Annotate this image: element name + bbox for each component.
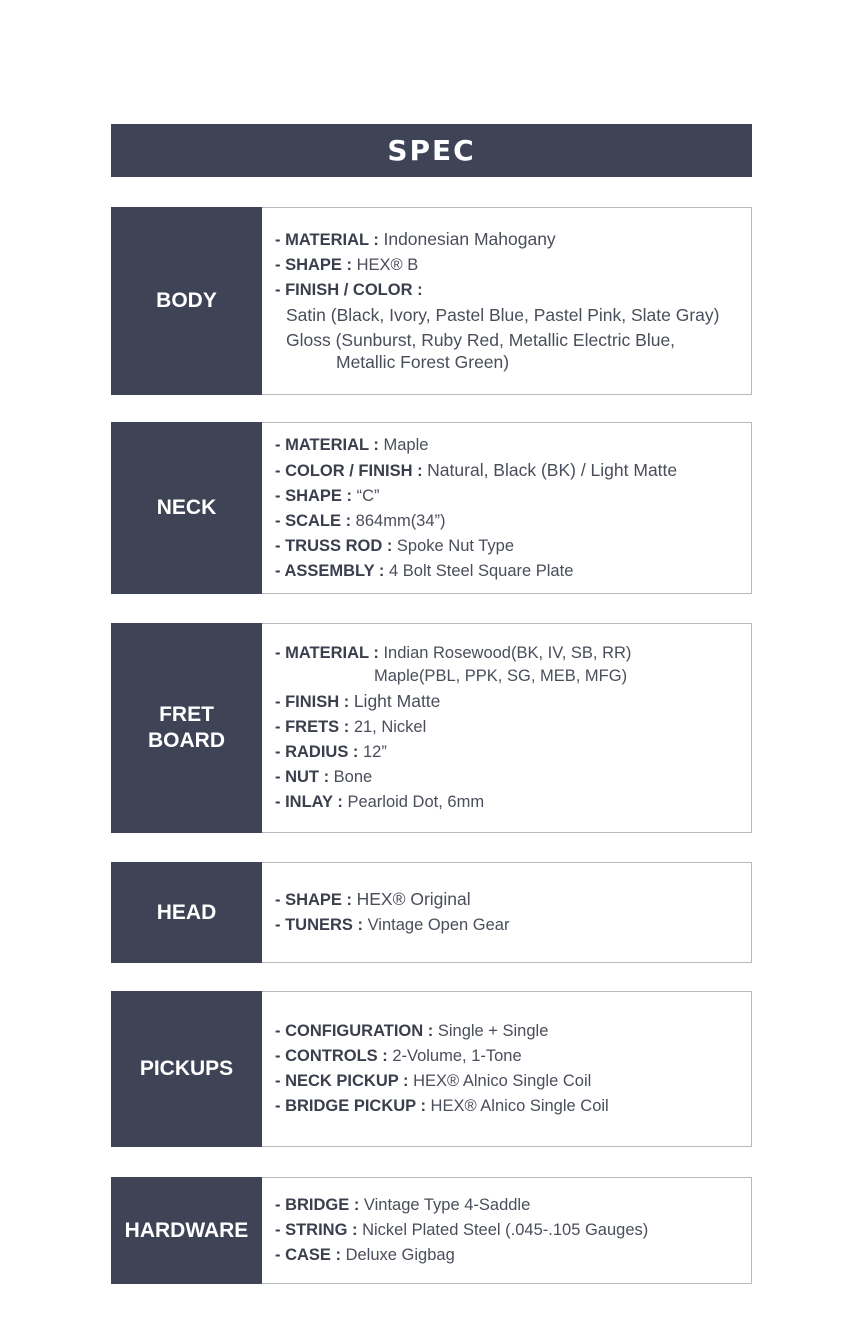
spec-row: - CONFIGURATION : Single + Single (275, 1022, 549, 1040)
section-label-neck: NECK (111, 422, 262, 594)
section-content-pickups (262, 991, 752, 1147)
section-hardware (111, 1177, 752, 1284)
spec-row: - SCALE : 864mm(34”) (275, 511, 446, 530)
spec-row: - ASSEMBLY : 4 Bolt Steel Square Plate (275, 561, 574, 580)
spec-row: - TRUSS ROD : Spoke Nut Type (275, 536, 515, 555)
spec-title: SPEC (111, 124, 752, 177)
spec-row: Satin (Black, Ivory, Pastel Blue, Pastel Pink, Slate Gray) (286, 305, 720, 325)
section-label-hardware: HARDWARE (111, 1177, 262, 1284)
spec-row: Metallic Forest Green) (336, 352, 510, 372)
spec-row: - STRING : Nickel Plated Steel (.045-.105 Gauges) (275, 1221, 649, 1239)
spec-row: - TUNERS : Vintage Open Gear (275, 916, 510, 934)
spec-row: - INLAY : Pearloid Dot, 6mm (275, 793, 485, 811)
spec-row: - FINISH / COLOR : (275, 281, 423, 299)
spec-row: - FRETS : 21, Nickel (275, 718, 427, 736)
spec-row: - SHAPE : HEX® B (275, 256, 419, 274)
spec-row: - SHAPE : “C” (275, 486, 380, 505)
section-content-neck (262, 422, 752, 594)
section-body (111, 207, 752, 395)
section-content-body (262, 207, 752, 395)
spec-row: - BRIDGE PICKUP : HEX® Alnico Single Coil (275, 1097, 609, 1115)
spec-row: - COLOR / FINISH : Natural, Black (BK) / Light Matte (275, 459, 678, 480)
spec-row: - FINISH : Light Matte (275, 691, 441, 711)
section-label-pickups: PICKUPS (111, 991, 262, 1147)
section-content-hardware (262, 1177, 752, 1284)
spec-row: - MATERIAL : Maple (275, 435, 429, 454)
section-neck (111, 422, 752, 594)
section-label-head: HEAD (111, 862, 262, 963)
spec-row: - RADIUS : 12” (275, 743, 387, 761)
section-content-head (262, 862, 752, 963)
section-fretboard (111, 623, 752, 833)
section-pickups (111, 991, 752, 1147)
spec-row: Maple(PBL, PPK, SG, MEB, MFG) (374, 667, 628, 685)
spec-row: - CASE : Deluxe Gigbag (275, 1246, 455, 1264)
section-label-fretboard: FRET BOARD (111, 623, 262, 833)
spec-row: - NUT : Bone (275, 768, 373, 786)
spec-row: - CONTROLS : 2-Volume, 1-Tone (275, 1047, 522, 1065)
spec-row: - MATERIAL : Indonesian Mahogany (275, 229, 556, 249)
spec-row: - MATERIAL : Indian Rosewood(BK, IV, SB, RR) (275, 644, 632, 662)
section-label-body: BODY (111, 207, 262, 395)
section-head (111, 862, 752, 963)
section-content-fretboard (262, 623, 752, 833)
spec-row: - SHAPE : HEX® Original (275, 889, 471, 909)
spec-row: - BRIDGE : Vintage Type 4-Saddle (275, 1196, 531, 1214)
spec-row: - NECK PICKUP : HEX® Alnico Single Coil (275, 1072, 592, 1090)
spec-row: Gloss (Sunburst, Ruby Red, Metallic Electric Blue, (286, 330, 676, 350)
